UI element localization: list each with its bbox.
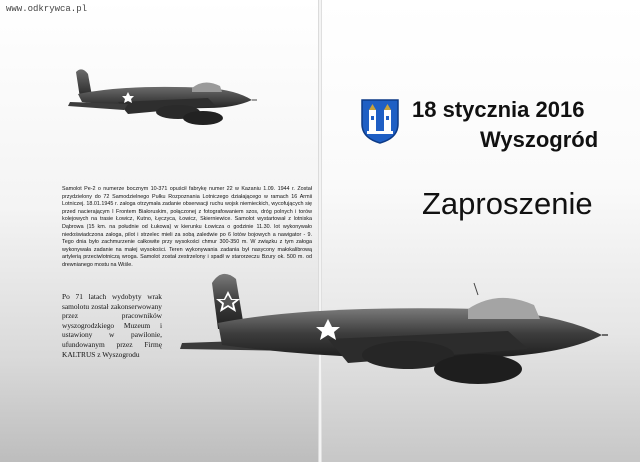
- watermark: www.odkrywca.pl: [6, 4, 88, 14]
- wyszogrod-crest-icon: [360, 98, 400, 144]
- plane-photo-large: [178, 265, 608, 395]
- history-text: Samolot Pe-2 o numerze bocznym 10-371 opuścił fabrykę numer 22 w Kazaniu 1.09. 1944 r. Został przydzielony do 72 Samodzielnego Pułku Rozpoznania Lotniczego działającego w ramach 16 Armii Lotniczej. 18.01.1945 r. załoga otrzymała zadanie obserwacji ruchu wojsk niemieckich, wycofujących się przed nacierającym I Frontem Białoruskim, połączonej z fotografowaniem szos, dróg polnych i torów kolejowych na trasie Łowicz, Kutno, Łęczyca, Łowicz, Skierniewice. Samolot wystartował z lotniska Dąbrowa (15 km. na południe od Łukowa) w kierunku Łowicza o godzinie 11.30. lot wykonywało niedoświadczona załoga, pilot i strzelec mieli za sobą zaledwie po 6 lotów bojowych a nawigator - 9. Tego dnia było zachmurzenie całkowite przy wysokości chmur 300-350 m. W związku z tym załoga wykonywała zadanie na małej wysokości. Teren wykonywania zadania był nasycony małokalibrową artylerią przeciwlotniczą wroga. Samolot został zestrzelony i spadł w starorzeczu Bzury ok. 500 m. od drewnianego mostu na Wiśle.: [62, 186, 312, 268]
- invitation-heading: Zaproszenie: [422, 186, 593, 221]
- event-town: Wyszogród: [480, 127, 599, 152]
- plane-photo-small: [58, 58, 258, 134]
- event-date: 18 stycznia 2016: [412, 97, 585, 122]
- museum-note: Po 71 latach wydobyty wrak samolotu został zakonserwowany przez pracowników wyszogrodzkiego Muzeum i ustawiony w pawilonie, ufundowanym przez Firmę KALTRUS z Wyszogrodu: [62, 292, 162, 359]
